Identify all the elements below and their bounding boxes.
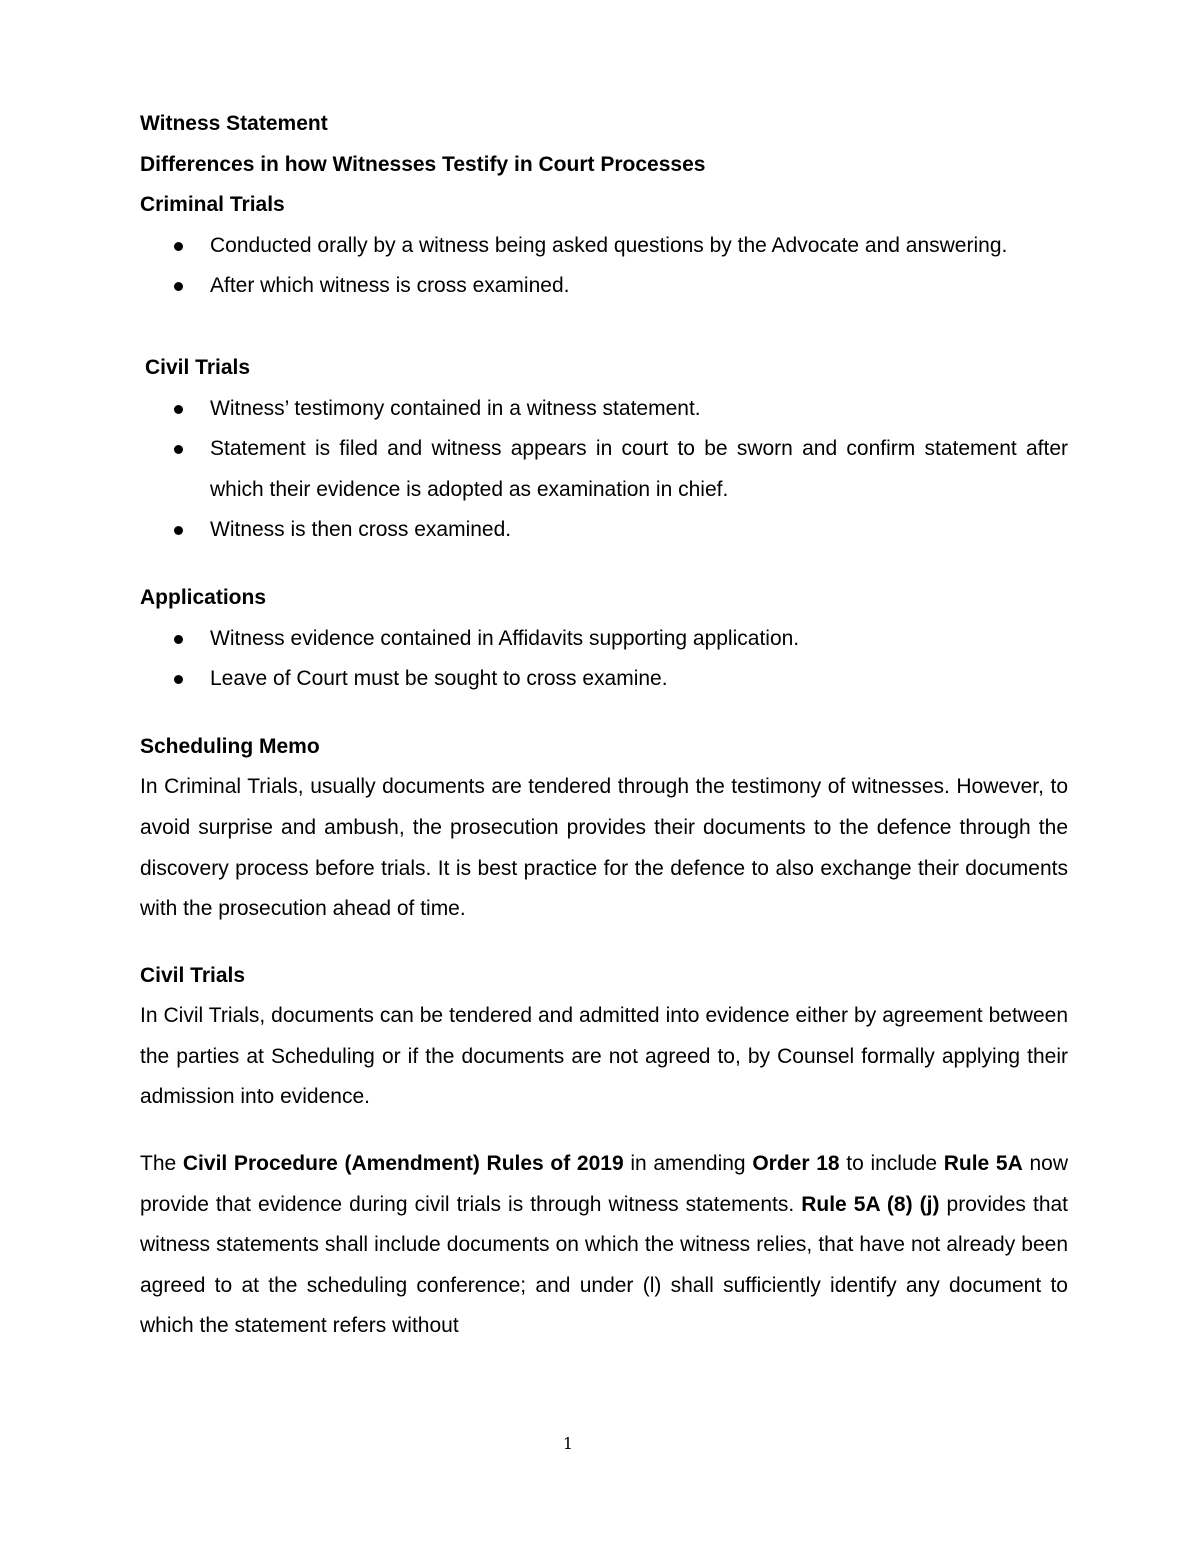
rules-emphasis: Civil Procedure (Amendment) Rules of 2019 <box>182 1152 624 1176</box>
section-heading-civil-trials-documents: Civil Trials <box>140 963 246 987</box>
rules-text: provides that witness statements shall include documents on which the witness relies, that have not already been agreed to at the scheduling conference; and under (l) shall sufficiently identify any document to which the statement refers without <box>140 1192 1069 1338</box>
document-subtitle: Differences in how Witnesses Testify in Court Processes <box>140 152 706 176</box>
rules-text: to include <box>839 1152 944 1176</box>
list-item-text: Conducted orally by a witness being asked questions by the Advocate and answering. <box>210 233 1008 257</box>
list-item-text: Leave of Court must be sought to cross examine. <box>210 667 668 691</box>
applications-list <box>140 619 1068 700</box>
criminal-trials-list <box>140 226 1068 307</box>
bullet-icon <box>174 445 183 454</box>
list-item <box>140 226 1068 267</box>
list-item <box>140 510 1068 551</box>
rules-emphasis: Rule 5A <box>943 1152 1023 1176</box>
civil-trials-documents-paragraph: In Civil Trials, documents can be tendered and admitted into evidence either by agreement between the parties at Scheduling or if the documents are not agreed to, by Counsel formally applying their admission into evidence. <box>140 1004 1068 1109</box>
civil-trials-list <box>140 389 1068 551</box>
spacer <box>140 1118 1068 1144</box>
document-body <box>140 104 1068 1347</box>
scheduling-memo-paragraph: In Criminal Trials, usually documents are tendered through the testimony of witnesses. However, to avoid surprise and ambush, the prosecution provides their documents to the defence through the discovery process before trials. It is best practice for the defence to also exchange their documents with the prosecution ahead of time. <box>140 775 1068 921</box>
spacer <box>140 700 1068 727</box>
bullet-icon <box>174 282 183 291</box>
spacer <box>140 930 1068 956</box>
list-item-text: Witness is then cross examined. <box>210 518 512 542</box>
list-item-text: After which witness is cross examined. <box>210 274 570 298</box>
list-item <box>140 619 1068 660</box>
rules-paragraph <box>140 1144 1068 1347</box>
section-heading-civil-trials: Civil Trials <box>145 355 251 379</box>
rules-emphasis: Order 18 <box>752 1152 840 1176</box>
spacer <box>140 551 1068 578</box>
rules-emphasis: Rule 5A (8) (j) <box>801 1192 940 1216</box>
list-item <box>140 266 1068 307</box>
page-number: 1 <box>562 1434 574 1453</box>
bullet-icon <box>174 635 183 644</box>
section-heading-criminal-trials: Criminal Trials <box>140 193 285 217</box>
section-heading-scheduling-memo: Scheduling Memo <box>140 734 320 758</box>
section-heading-applications: Applications <box>140 585 267 609</box>
bullet-icon <box>174 405 183 414</box>
rules-text: now provide that evidence during civil trials is through witness statements. <box>140 1152 1068 1216</box>
rules-text: in amending <box>623 1152 753 1176</box>
list-item-text: Witness evidence contained in Affidavits supporting application. <box>210 626 800 650</box>
bullet-icon <box>174 242 183 251</box>
document-title: Witness Statement <box>140 112 328 135</box>
list-item <box>140 429 1068 510</box>
list-item <box>140 659 1068 700</box>
rules-text: The <box>140 1152 183 1176</box>
bullet-icon <box>174 526 183 535</box>
list-item-text: Statement is filed and witness appears in court to be sworn and confirm statement after which their evidence is adopted as examination in chief. <box>210 437 1068 501</box>
bullet-icon <box>174 675 183 684</box>
list-item-text: Witness’ testimony contained in a witness statement. <box>210 396 701 420</box>
list-item <box>140 389 1068 430</box>
spacer <box>140 307 1068 348</box>
